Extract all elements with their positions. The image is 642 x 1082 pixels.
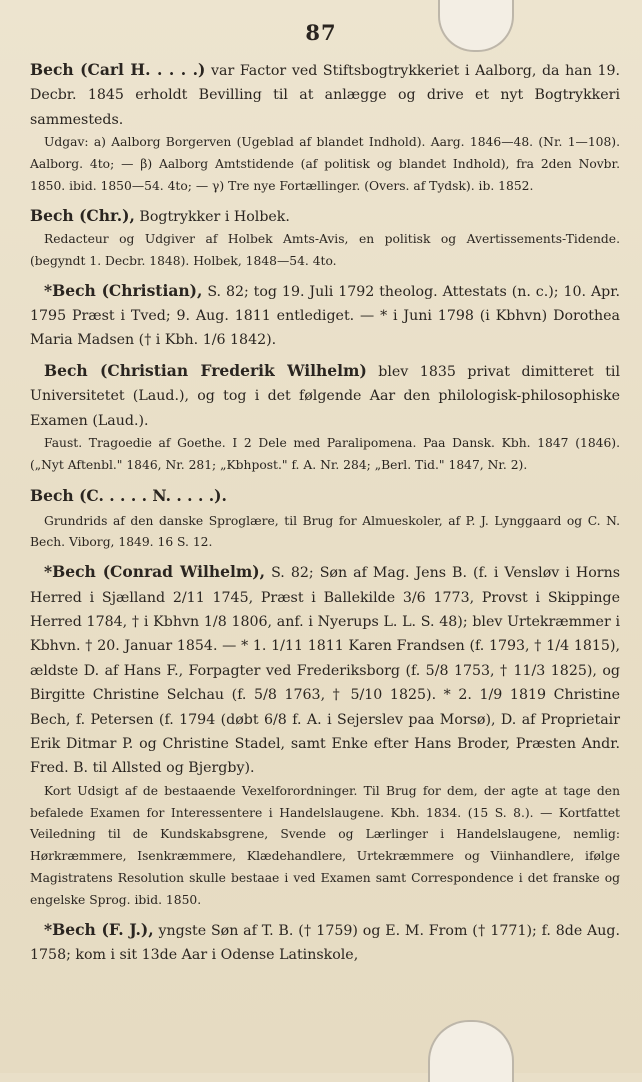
entry-text: var Factor ved Stiftsbogtrykkeriet i Aalborg, da han 19. Decbr. 1845 erholdt Bevilling til at anlægge og drive et nyt Bogtrykkeri sammesteds.: [30, 63, 621, 128]
entry-paragraph: [30, 58, 620, 132]
entry-paragraph: [30, 204, 620, 229]
entry-headword: Bech (Carl H. . . . .): [30, 60, 206, 79]
entry-paragraph: [30, 359, 620, 433]
entry-carl-bech: [30, 58, 620, 198]
entry-christian-frederik-wilhelm-bech: [30, 359, 620, 477]
entry-conrad-wilhelm-bech: [30, 560, 620, 911]
entry-text: yngste Søn af T. B. († 1759) og E. M. From († 1771); f. 8de Aug. 1758; kom i sit 13de Aar i Odense Latinskole,: [30, 922, 621, 964]
entry-chr-bech: [30, 204, 620, 273]
entry-fj-bech: [30, 918, 620, 968]
page-content: [30, 58, 620, 973]
entry-note: Grundrids af den danske Sproglære, til Brug for Almueskoler, af P. J. Lynggaard og C. N. Bech. Viborg, 1849. 16 S. 12.: [30, 513, 620, 550]
entry-text: Bogtrykker i Holbek.: [139, 208, 290, 225]
entry-headword: *Bech (F. J.),: [44, 919, 154, 939]
entry-note: Udgav: a) Aalborg Borgerven (Ugeblad af blandet Indhold). Aarg. 1846—48. (Nr. 1—108). Aalborg. 4to; — β) Aalborg Amtstidende (af politisk og blandet Indhold), fra 2den Novbr. 1850. ibid. 1850—54. 4to; — γ) Tre nye Fortællinger. (Overs. af Tydsk). ib. 1852.: [30, 135, 620, 193]
page-number: 87: [305, 20, 337, 45]
entry-note: Kort Udsigt af de bestaaende Vexelforordninger. Til Brug for dem, der agte at tage den befalede Examen for Interessentere i Handelslaugene. Kbh. 1834. (15 S. 8.). — Kortfattet Veiledning til de Kundskabsgrene, Svende og Lærlinger i Handelslaugene, nemlig: Hørkræmmere, Isenkræmmere, Klædehandlere, Urtekræmmere og Viinhandlere, ifølge Magistratens Resolution skulle bestaae i ved Examen samt Correspondence i det franske og engelske Sprog. ibid. 1850.: [30, 783, 620, 907]
entry-text: S. 82; Søn af Mag. Jens B. (f. i Vensløv i Horns Herred i Sjælland 2/11 1745, Præst i Ballekilde 3/6 1773, Provst i Skippinge Herred 1784, † i Kbhvn 1/8 1806, anf. i Nyerups L. L. S. 48); blev Urtekræmmer i Kbhvn. † 20. Januar 1854. — * 1. 1/11 1811 Karen Frandsen (f. 1793, † 1/4 1815), ældste D. af Hans F., Forpagter ved Frederiksborg (f. 5/8 1753, † 11/3 1825), og Birgitte Christine Selchau (f. 5/8 1763, † 5/10 1825). * 2. 1/9 1819 Christine Bech, f. Petersen (f. 1794 (døbt 6/8 f. A. i Sejerslev paa Morsø), D. af Proprietair Erik Ditmar P. og Christine Stadel, samt Enke efter Hans Broder, Præsten Andr. Fred. B. til Allsted og Bjergby).: [30, 565, 620, 777]
entry-headword: Bech (C. . . . . N. . . . .).: [30, 485, 227, 505]
entry-headword: *Bech (Christian),: [44, 280, 203, 300]
entry-note: Faust. Tragoedie af Goethe. I 2 Dele med Paralipomena. Paa Dansk. Kbh. 1847 (1846). („Nyt Aftenbl." 1846, Nr. 281; „Kbhpost." f. A. Nr. 284; „Berl. Tid." 1847, Nr. 2).: [30, 436, 620, 472]
entry-text: blev 1835 privat dimitteret til Universitetet (Laud.), og tog i det følgende Aar den philologisk-philosophiske Examen (Laud.).: [30, 363, 620, 429]
entry-headword: Bech (Chr.),: [30, 205, 135, 225]
entry-paragraph: [30, 279, 620, 353]
entry-headword: *Bech (Conrad Wilhelm),: [44, 562, 266, 582]
entry-text: S. 82; tog 19. Juli 1792 theolog. Attestats (n. c.); 10. Apr. 1795 Præst i Tved; 9. Aug. 1811 entlediget. — * i Juni 1798 (i Kbhvn) Dorothea Maria Madsen († i Kbh. 1/6 1842).: [30, 283, 620, 349]
entry-paragraph: [30, 918, 620, 968]
entry-note: Redacteur og Udgiver af Holbek Amts-Avis, en politisk og Avertissements-Tidende. (begyndt 1. Decbr. 1848). Holbek, 1848—54. 4to.: [30, 232, 620, 268]
entry-cn-bech: [30, 483, 620, 555]
entry-headword: Bech (Christian Frederik Wilhelm): [44, 360, 367, 380]
entry-christian-bech: [30, 279, 620, 353]
entry-paragraph: [30, 560, 620, 781]
